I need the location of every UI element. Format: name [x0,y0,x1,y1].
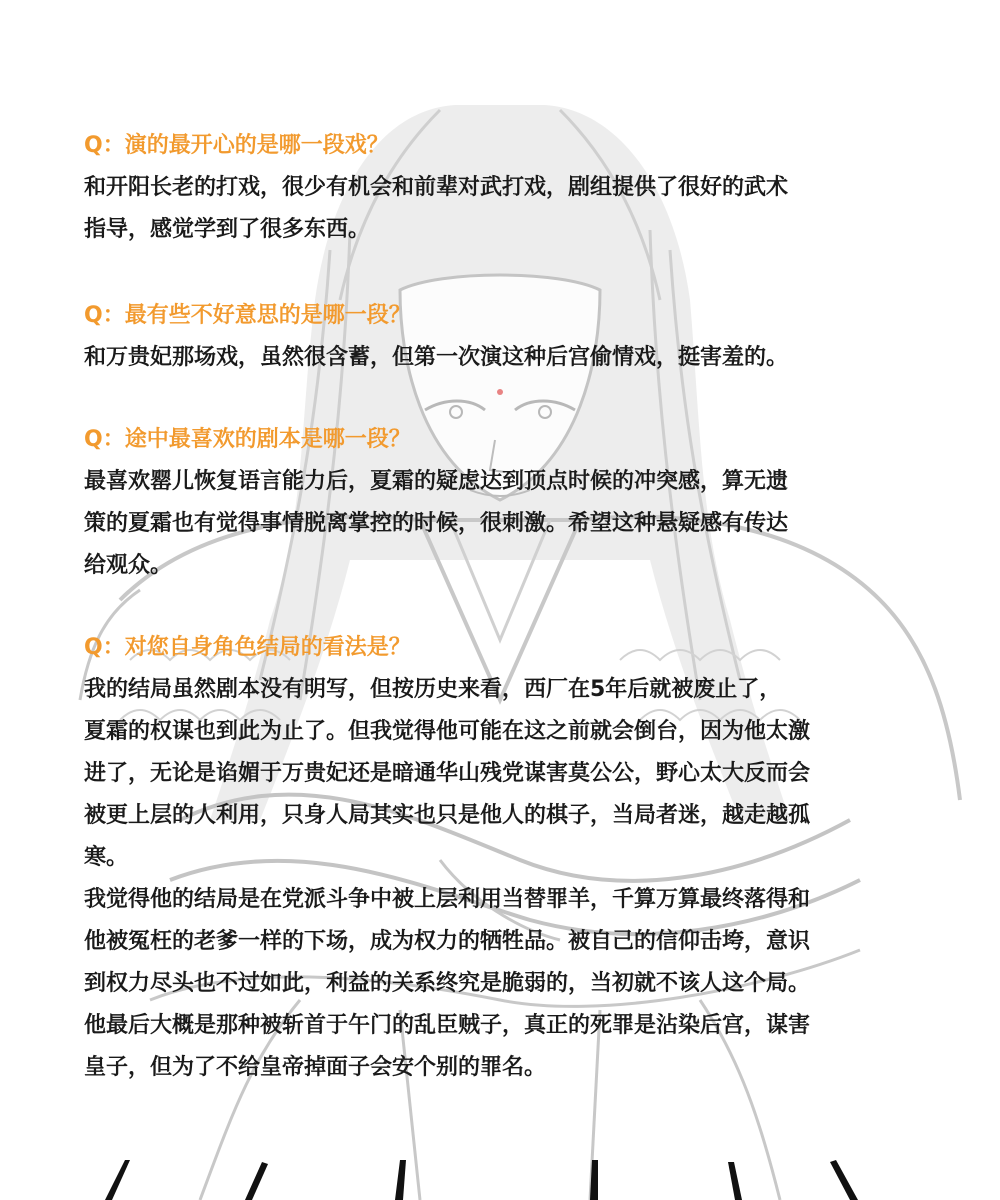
answer-line: 进了，无论是谄媚于万贵妃还是暗通华山残党谋害莫公公，野心太大反而会 [84,761,811,786]
answer-line: 策的夏霜也有觉得事情脱离掌控的时候，很刺激。希望这种悬疑感有传达 [84,511,789,536]
question-heading: Q：演的最开心的是哪一段戏？ [84,133,389,158]
qa-item [84,295,924,379]
question-heading: Q：对您自身角色结局的看法是？ [84,635,411,660]
answer-line: 指导，感觉学到了很多东西。 [84,217,371,242]
qa-item [84,419,924,587]
qa-item [84,627,924,1089]
answer-line: 寒。 [84,845,129,870]
qa-item [84,125,924,251]
answer-line: 我的结局虽然剧本没有明写，但按历史来看，西厂在5年后就被废止了， [84,677,782,702]
answer-line: 给观众。 [84,553,173,578]
answer-line: 皇子，但为了不给皇帝掉面子会安个别的罪名。 [84,1055,547,1080]
answer-line: 到权力尽头也不过如此，利益的关系终究是脆弱的，当初就不该人这个局。 [84,971,811,996]
answer-line: 夏霜的权谋也到此为止了。但我觉得他可能在这之前就会倒台，因为他太激 [84,719,811,744]
question-heading: Q：最有些不好意思的是哪一段？ [84,303,411,328]
answer-line: 他最后大概是那种被斩首于午门的乱臣贼子，真正的死罪是沾染后宫，谋害 [84,1013,811,1038]
qa-list [84,125,924,1089]
answer-line: 最喜欢罂儿恢复语言能力后，夏霜的疑虑达到顶点时候的冲突感，算无遗 [84,469,789,494]
question-heading: Q：途中最喜欢的剧本是哪一段？ [84,427,411,452]
answer-line: 和万贵妃那场戏，虽然很含蓄，但第一次演这种后宫偷情戏，挺害羞的。 [84,345,789,370]
answer-line: 被更上层的人利用，只身人局其实也只是他人的棋子，当局者迷，越走越孤 [84,803,811,828]
answer-line: 他被冤枉的老爹一样的下场，成为权力的牺牲品。被自己的信仰击垮，意识 [84,929,811,954]
answer-line: 和开阳长老的打戏，很少有机会和前辈对武打戏，剧组提供了很好的武术 [84,175,789,200]
answer-line: 我觉得他的结局是在党派斗争中被上层利用当替罪羊，千算万算最终落得和 [84,887,811,912]
